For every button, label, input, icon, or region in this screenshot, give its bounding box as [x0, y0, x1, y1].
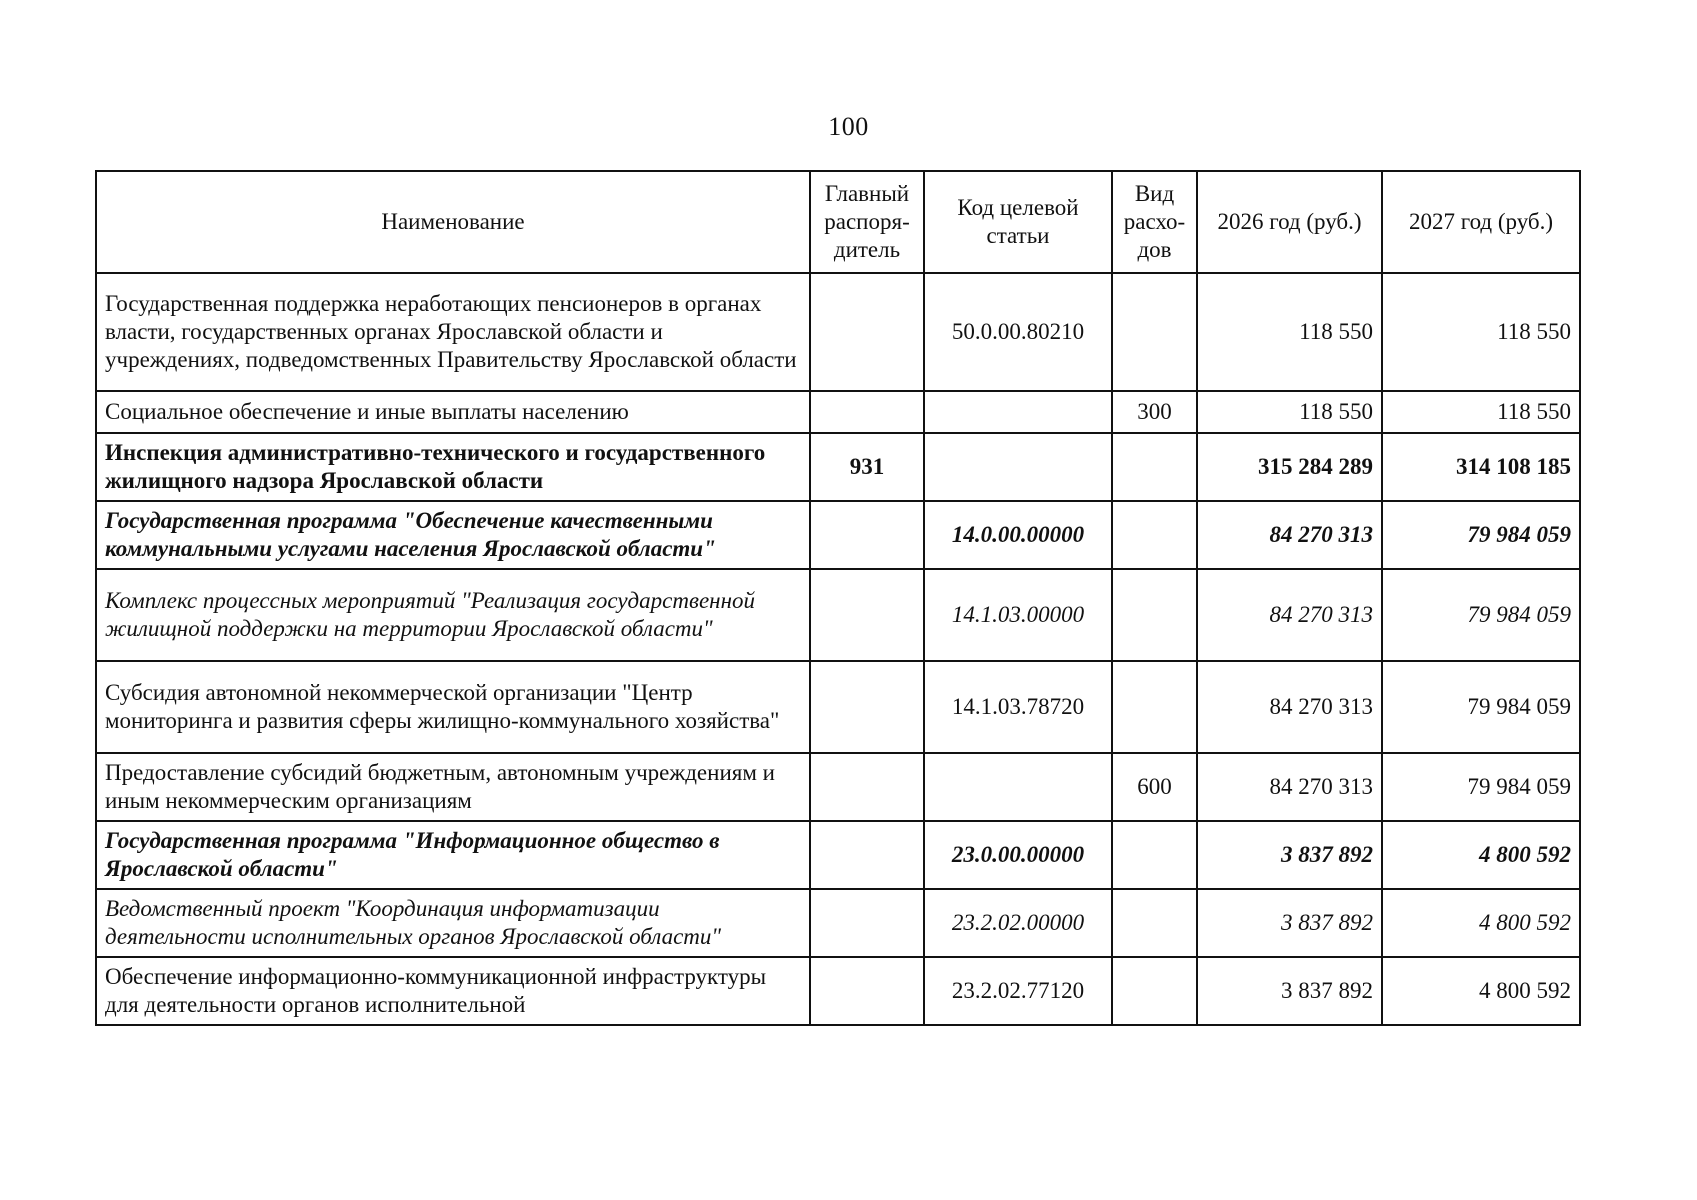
cell-name: Субсидия автономной некоммерческой организации "Центр мониторинга и развития сферы жилищно-коммунального хозяйства" — [96, 661, 810, 753]
cell-2026: 84 270 313 — [1197, 753, 1382, 821]
cell-2027: 118 550 — [1382, 273, 1580, 391]
cell-name: Предоставление субсидий бюджетным, автономным учреждениям и иным некоммерческим организациям — [96, 753, 810, 821]
cell-admin — [810, 273, 924, 391]
cell-kind — [1112, 569, 1197, 661]
cell-2026: 84 270 313 — [1197, 501, 1382, 569]
cell-2027: 118 550 — [1382, 391, 1580, 433]
table-row — [96, 821, 1580, 889]
table-row — [96, 391, 1580, 433]
cell-admin — [810, 569, 924, 661]
cell-kind — [1112, 889, 1197, 957]
cell-kind — [1112, 433, 1197, 501]
table-row — [96, 569, 1580, 661]
table-row — [96, 753, 1580, 821]
table-row — [96, 433, 1580, 501]
cell-admin — [810, 391, 924, 433]
cell-kind — [1112, 661, 1197, 753]
cell-2026: 3 837 892 — [1197, 957, 1382, 1025]
cell-name: Ведомственный проект "Координация информатизации деятельности исполнительных органов Ярославской области" — [96, 889, 810, 957]
cell-kind: 600 — [1112, 753, 1197, 821]
page-number: 100 — [828, 112, 869, 141]
cell-code: 14.0.00.00000 — [924, 501, 1112, 569]
cell-kind — [1112, 957, 1197, 1025]
table-row — [96, 501, 1580, 569]
cell-2027: 79 984 059 — [1382, 569, 1580, 661]
cell-code — [924, 753, 1112, 821]
cell-kind — [1112, 821, 1197, 889]
cell-admin: 931 — [810, 433, 924, 501]
cell-admin — [810, 889, 924, 957]
cell-code: 23.2.02.77120 — [924, 957, 1112, 1025]
cell-2027: 79 984 059 — [1382, 501, 1580, 569]
cell-name: Государственная программа "Информационное общество в Ярославской области" — [96, 821, 810, 889]
cell-name: Комплекс процессных мероприятий "Реализация государственной жилищной поддержки на территории Ярославской области" — [96, 569, 810, 661]
header-code: Код целевой статьи — [924, 171, 1112, 273]
cell-admin — [810, 957, 924, 1025]
cell-2026: 3 837 892 — [1197, 889, 1382, 957]
cell-code: 23.2.02.00000 — [924, 889, 1112, 957]
table-row — [96, 661, 1580, 753]
cell-kind: 300 — [1112, 391, 1197, 433]
cell-2026: 3 837 892 — [1197, 821, 1382, 889]
cell-2026: 84 270 313 — [1197, 661, 1382, 753]
cell-name: Социальное обеспечение и иные выплаты населению — [96, 391, 810, 433]
header-2026: 2026 год (руб.) — [1197, 171, 1382, 273]
header-name: Наименование — [96, 171, 810, 273]
cell-code: 50.0.00.80210 — [924, 273, 1112, 391]
cell-name: Государственная поддержка неработающих пенсионеров в органах власти, государственных органах Ярославской области и учреждениях, подведомственных Правительству Ярославской области — [96, 273, 810, 391]
cell-admin — [810, 501, 924, 569]
header-admin: Главный распоря-дитель — [810, 171, 924, 273]
cell-2027: 314 108 185 — [1382, 433, 1580, 501]
cell-2026: 84 270 313 — [1197, 569, 1382, 661]
cell-code: 23.0.00.00000 — [924, 821, 1112, 889]
cell-code: 14.1.03.00000 — [924, 569, 1112, 661]
cell-name: Инспекция административно-технического и государственного жилищного надзора Ярославской области — [96, 433, 810, 501]
cell-name: Обеспечение информационно-коммуникационной инфраструктуры для деятельности органов исполнительной — [96, 957, 810, 1025]
cell-2027: 79 984 059 — [1382, 661, 1580, 753]
cell-code — [924, 391, 1112, 433]
cell-name: Государственная программа "Обеспечение качественными коммунальными услугами населения Ярославской области" — [96, 501, 810, 569]
table-row — [96, 957, 1580, 1025]
budget-table — [95, 170, 1581, 1026]
cell-kind — [1112, 273, 1197, 391]
cell-2026: 315 284 289 — [1197, 433, 1382, 501]
cell-2027: 4 800 592 — [1382, 957, 1580, 1025]
cell-code — [924, 433, 1112, 501]
cell-code: 14.1.03.78720 — [924, 661, 1112, 753]
table-row — [96, 273, 1580, 391]
cell-admin — [810, 821, 924, 889]
cell-admin — [810, 661, 924, 753]
cell-2027: 4 800 592 — [1382, 889, 1580, 957]
header-2027: 2027 год (руб.) — [1382, 171, 1580, 273]
table-row — [96, 889, 1580, 957]
header-kind: Вид расхо-дов — [1112, 171, 1197, 273]
table-header-row — [96, 171, 1580, 273]
cell-2027: 4 800 592 — [1382, 821, 1580, 889]
cell-2026: 118 550 — [1197, 391, 1382, 433]
cell-2027: 79 984 059 — [1382, 753, 1580, 821]
cell-admin — [810, 753, 924, 821]
cell-2026: 118 550 — [1197, 273, 1382, 391]
cell-kind — [1112, 501, 1197, 569]
